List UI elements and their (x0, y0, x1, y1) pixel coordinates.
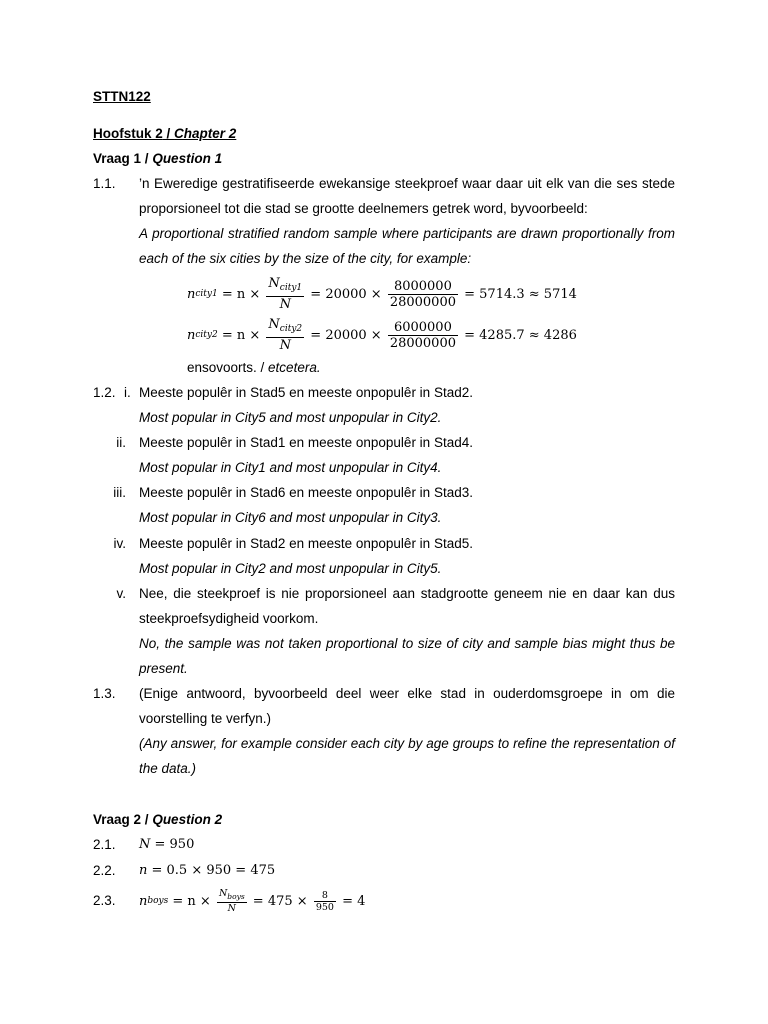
answer-1-3-af: (Enige antwoord, byvoorbeeld deel weer elke stad in ouderdomsgroepe in om die voorstelling te verfyn.) (139, 686, 675, 726)
fraction-city1-population: $\frac{8000000}{28000000}$ (389, 278, 456, 310)
answer-1-2-number: 1.2. (93, 385, 116, 400)
answer-2-1-equation: N = 950 (139, 837, 195, 852)
answer-1-2-ii-af: Meeste populêr in Stad1 en meeste onpopulêr in Stad4. (139, 435, 473, 450)
question-1-heading-sep: / (141, 151, 153, 166)
answer-2-1-number: 2.1. (93, 837, 116, 852)
question-2-heading-en: Question 2 (152, 812, 223, 827)
answer-1-2-i-af: Meeste populêr in Stad5 en meeste onpopulêr in Stad2. (139, 385, 473, 400)
fraction-ncity1-over-n: $\frac{N_{city1}}{N}$ (268, 276, 303, 312)
equation-city1: n city1 = n × $\frac{N_{city1}}{N}$ = 20000 × $\frac{8000000}{28000000}$ = 5714.3 ≈ 5714 (187, 276, 577, 312)
answer-1-2-ii-en: Most popular in City1 and most unpopular in City4. (139, 460, 442, 475)
answer-1-1-number: 1.1. (93, 176, 116, 191)
chapter-heading-en: Chapter 2 (174, 126, 237, 141)
question-2-heading (93, 811, 222, 829)
question-2-heading-sep: / (141, 812, 153, 827)
question-2-heading-af: Vraag 2 (93, 812, 142, 827)
answer-1-2-iv-af: Meeste populêr in Stad2 en meeste onpopulêr in Stad5. (139, 536, 473, 551)
chapter-heading-sep: / (162, 126, 175, 141)
answer-1-2-roman-i: i. (124, 385, 131, 400)
fraction-8-over-950: $\frac{8}{950}$ (315, 889, 334, 913)
answer-1-2-v-en: No, the sample was not taken proportional to size of city and sample bias might thus be present. (139, 636, 675, 676)
answer-1-2-roman-iii: iii. (113, 485, 126, 500)
answer-1-2-roman-ii: ii. (116, 435, 126, 450)
chapter-heading-af: Hoofstuk 2 (93, 126, 163, 141)
course-code: STTN122 (93, 89, 151, 104)
fraction-ncity2-over-n: $\frac{N_{city2}}{N}$ (268, 317, 303, 353)
question-1-heading-en: Question 1 (152, 151, 223, 166)
answer-1-3-number: 1.3. (93, 686, 116, 701)
answer-1-2-iv-en: Most popular in City2 and most unpopular in City5. (139, 561, 442, 576)
answer-1-2-iii-en: Most popular in City6 and most unpopular in City3. (139, 510, 442, 525)
etcetera-line: ensovoorts. / etcetera. (187, 360, 321, 375)
answer-2-2-number: 2.2. (93, 863, 116, 878)
answer-2-3-number: 2.3. (93, 893, 116, 908)
chapter-heading (93, 125, 236, 143)
answer-1-1-af: ’n Eweredige gestratifiseerde ewekansige steekproef waar daar uit elk van die ses stede proporsioneel tot die stad se grootte deelnemers getrek word, byvoorbeeld: (139, 176, 675, 216)
answer-2-2-equation: n = 0.5 × 950 = 475 (139, 863, 276, 878)
fraction-nboys-over-n: $\frac{N_{boys}}{N}$ (218, 888, 245, 914)
fraction-city2-population: $\frac{6000000}{28000000}$ (389, 319, 456, 351)
answer-1-3-en: (Any answer, for example consider each city by age groups to refine the representation of the data.) (139, 736, 675, 776)
answer-1-2-v-af: Nee, die steekproef is nie proporsioneel aan stadgrootte geneem nie en daar kan dus steekproefsydigheid voorkom. (139, 586, 675, 626)
answer-1-1-en: A proportional stratified random sample where participants are drawn proportionally from each of the six cities by the size of the city, for example: (139, 226, 675, 266)
answer-1-2-iii-af: Meeste populêr in Stad6 en meeste onpopulêr in Stad3. (139, 485, 473, 500)
answer-1-2-roman-iv: iv. (113, 536, 126, 551)
answer-1-2-i-en: Most popular in City5 and most unpopular in City2. (139, 410, 442, 425)
answer-2-3-equation: n boys = n × $\frac{N_{boys}}{N}$ = 475 × $\frac{8}{950}$ = 4 (139, 888, 366, 914)
question-1-heading (93, 150, 222, 168)
equation-city2: n city2 = n × $\frac{N_{city2}}{N}$ = 20000 × $\frac{6000000}{28000000}$ = 4285.7 ≈ 4286 (187, 317, 577, 353)
question-1-heading-af: Vraag 1 (93, 151, 142, 166)
answer-1-2-roman-v: v. (116, 586, 126, 601)
